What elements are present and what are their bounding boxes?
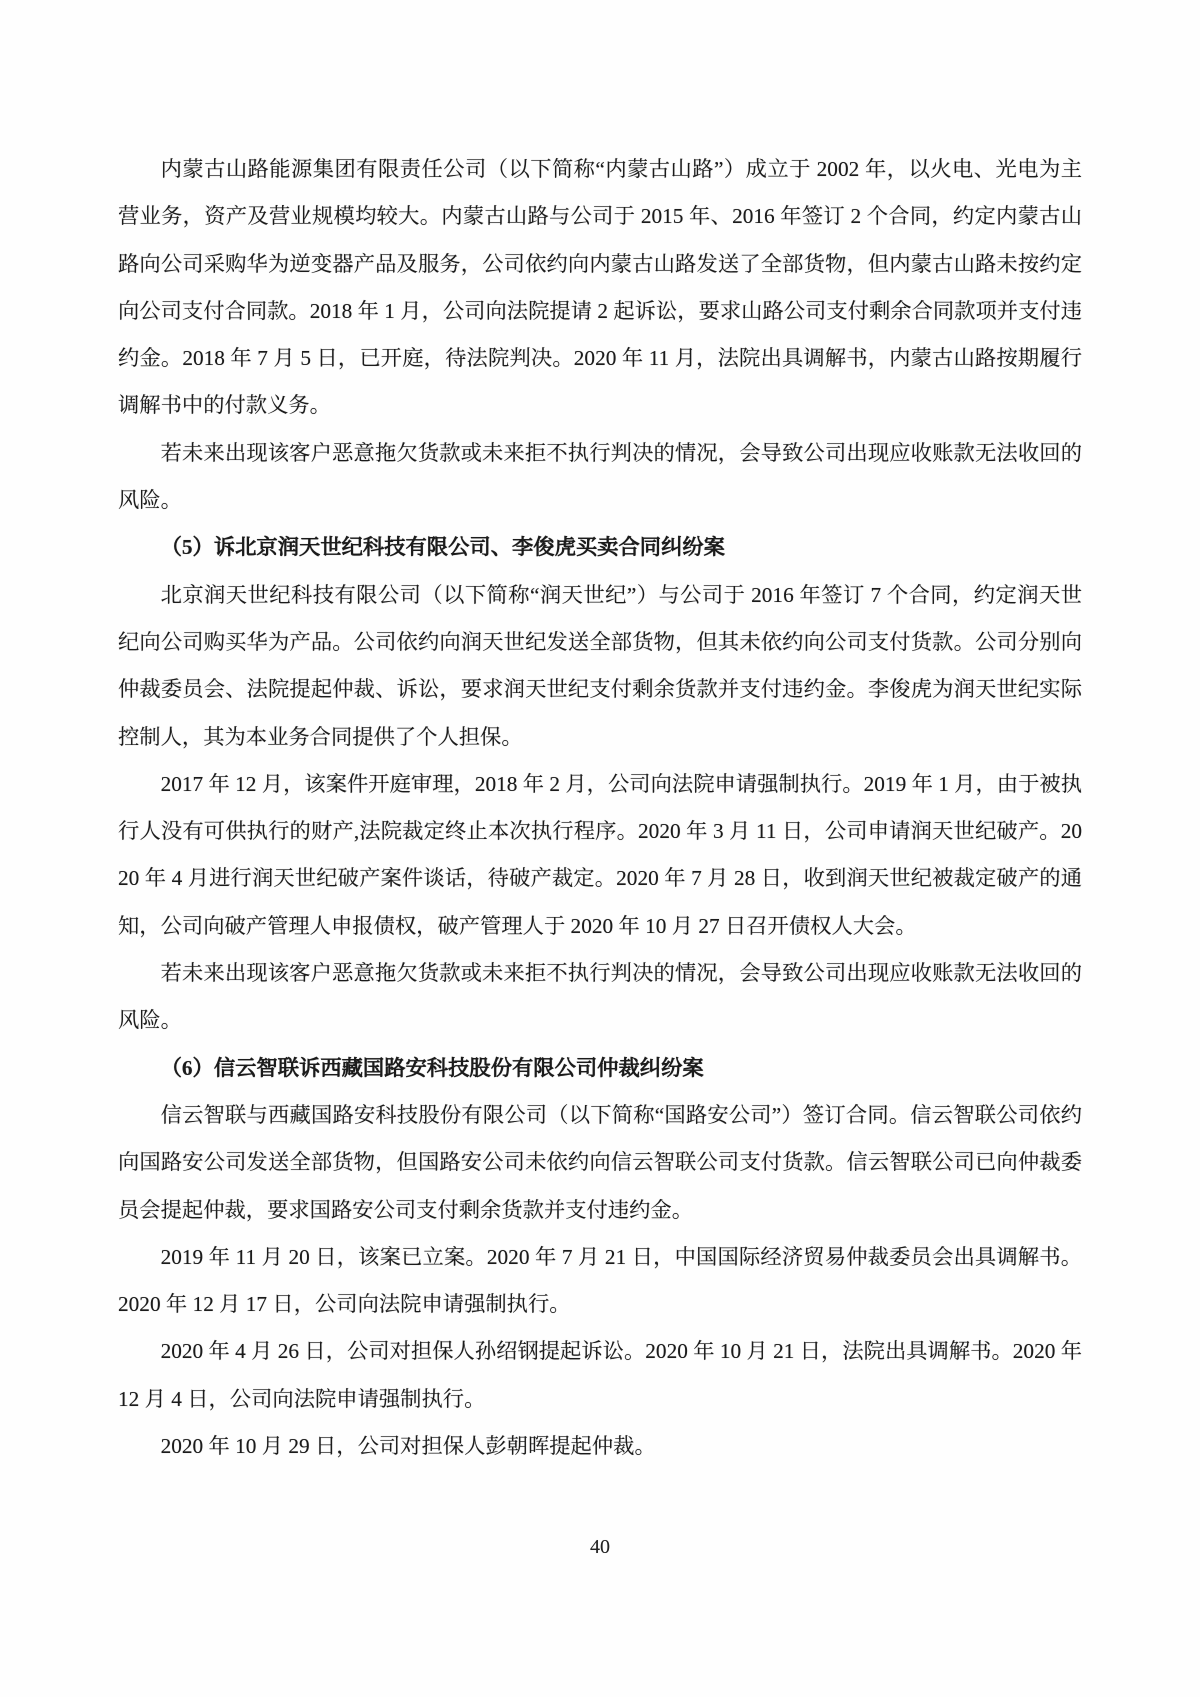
paragraph-runtian-case-background: 北京润天世纪科技有限公司（以下简称“润天世纪”）与公司于 2016 年签订 7 个合同，约定润天世纪向公司购买华为产品。公司依约向润天世纪发送全部货物，但其未依约向公司支付货款。公司分别向仲裁委员会、法院提起仲裁、诉讼，要求润天世纪支付剩余货款并支付违约金。李俊虎为润天世纪实际控制人，其为本业务合同提供了个人担保。 — [118, 582, 1082, 749]
paragraph-guoluan-case-timeline: 2019 年 11 月 20 日，该案已立案。2020 年 7 月 21 日，中国国际经济贸易仲裁委员会出具调解书。2020 年 12 月 17 日，公司向法院申请强制执行。 — [118, 1244, 1082, 1317]
paragraph-guarantor-pengzhaohui: 2020 年 10 月 29 日，公司对担保人彭朝晖提起仲裁。 — [160, 1434, 656, 1459]
page-number: 40 — [590, 1536, 610, 1558]
section-heading-case-5: （5）诉北京润天世纪科技有限公司、李俊虎买卖合同纠纷案 — [160, 535, 725, 560]
paragraph-neimenggu-risk-note: 若未来出现该客户恶意拖欠货款或未来拒不执行判决的情况，会导致公司出现应收账款无法收回的风险。 — [118, 440, 1082, 513]
paragraph-neimenggu-case-background: 内蒙古山路能源集团有限责任公司（以下简称“内蒙古山路”）成立于 2002 年，以火电、光电为主营业务，资产及营业规模均较大。内蒙古山路与公司于 2015 年、2016 年签订 2 个合同，约定内蒙古山路向公司采购华为逆变器产品及服务，公司依约向内蒙古山路发送了全部货物，但内蒙古山路未按约定向公司支付合同款。2018 年 1 月，公司向法院提请 2 起诉讼，要求山路公司支付剩余合同款项并支付违约金。2018 年 7 月 5 日，已开庭，待法院判决。2020 年 11 月，法院出具调解书，内蒙古山路按期履行调解书中的付款义务。 — [118, 157, 1082, 418]
paragraph-runtian-risk-note: 若未来出现该客户恶意拖欠货款或未来拒不执行判决的情况，会导致公司出现应收账款无法收回的风险。 — [118, 961, 1082, 1033]
paragraph-runtian-case-timeline: 2017 年 12 月，该案件开庭审理，2018 年 2 月，公司向法院申请强制执行。2019 年 1 月，由于被执行人没有可供执行的财产,法院裁定终止本次执行程序。2020 年 3 月 11 日，公司申请润天世纪破产。2020 年 4 月进行润天世纪破产案件谈话，待破产裁定。2020 年 7 月 28 日，收到润天世纪被裁定破产的通知，公司向破产管理人申报债权，破产管理人于 2020 年 10 月 27 日召开债权人大会。 — [118, 771, 1082, 938]
paragraph-guarantor-sunshaogang: 2020 年 4 月 26 日，公司对担保人孙绍钢提起诉讼。2020 年 10 月 21 日，法院出具调解书。2020 年 12 月 4 日，公司向法院申请强制执行。 — [118, 1339, 1082, 1411]
section-heading-case-6: （6）信云智联诉西藏国路安科技股份有限公司仲裁纠纷案 — [160, 1055, 704, 1080]
paragraph-guoluan-case-background: 信云智联与西藏国路安科技股份有限公司（以下简称“国路安公司”）签订合同。信云智联公司依约向国路安公司发送全部货物，但国路安公司未依约向信云智联公司支付货款。信云智联公司已向仲裁委员会提起仲裁，要求国路安公司支付剩余货款并支付违约金。 — [118, 1102, 1082, 1222]
page-body — [118, 146, 1082, 1470]
